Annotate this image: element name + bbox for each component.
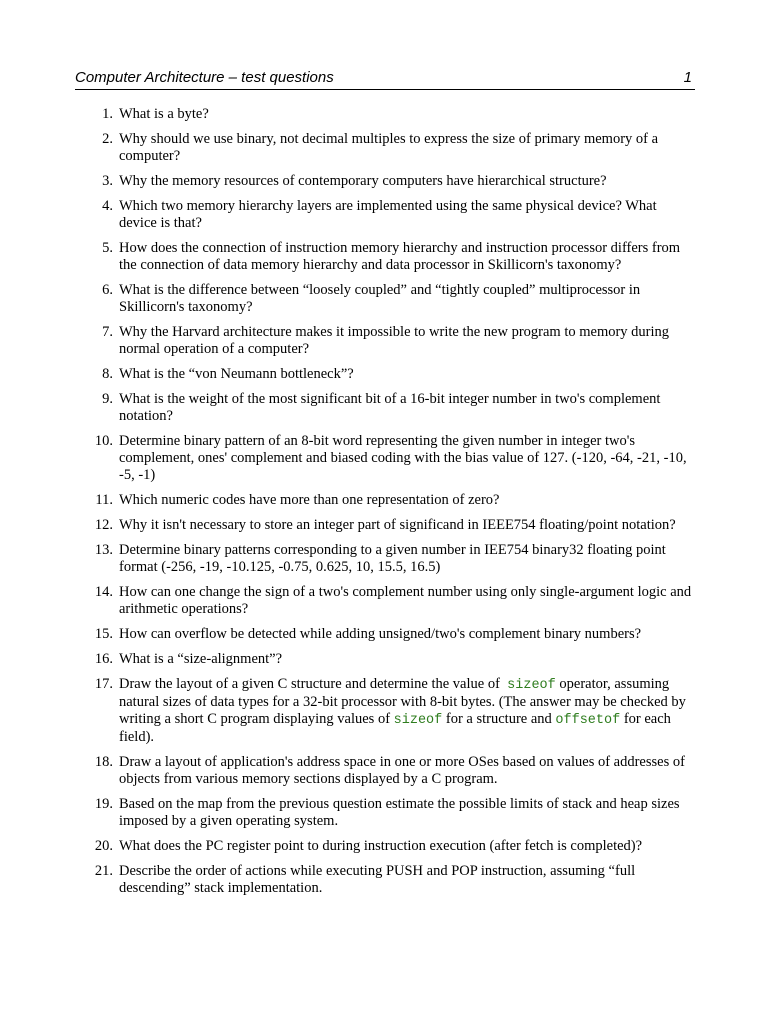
question-text: Determine binary patterns corresponding to a given number in IEE754 binary32 floating point format (-256, -19, -10.125, -0.75, 0.625, 10, 15.5, 16.5) (119, 542, 666, 575)
question-text: What does the PC register point to during instruction execution (after fetch is completed)? (119, 838, 643, 854)
question-item (75, 676, 697, 746)
code-keyword: sizeof (507, 678, 556, 693)
question-item (75, 863, 697, 897)
question-item (75, 542, 697, 576)
question-text: What is a byte? (119, 106, 209, 122)
question-number: 6. (102, 282, 113, 298)
question-item (75, 366, 697, 383)
page-number: 1 (683, 69, 692, 86)
code-keyword: sizeof (393, 713, 443, 728)
question-number: 7. (102, 324, 113, 340)
question-number: 9. (102, 391, 113, 407)
question-item (75, 198, 697, 232)
question-number: 12. (94, 517, 113, 533)
question-item (75, 106, 697, 123)
question-text-segment: for a structure and (442, 711, 556, 727)
question-number: 2. (102, 131, 113, 147)
question-number: 3. (102, 173, 113, 189)
question-number: 4. (102, 198, 113, 214)
question-item (75, 391, 697, 425)
question-text: What is a “size-alignment”? (119, 651, 283, 667)
question-item (75, 838, 697, 855)
question-number: 13. (94, 542, 113, 558)
question-item (75, 492, 697, 509)
question-text: Why it isn't necessary to store an integer part of significand in IEEE754 floating/point notation? (119, 517, 676, 533)
question-number: 19. (94, 796, 113, 812)
question-text: How can one change the sign of a two's complement number using only single-argument logic and arithmetic operations? (119, 584, 692, 617)
question-text: Which numeric codes have more than one representation of zero? (119, 492, 500, 508)
question-item (75, 433, 697, 484)
code-keyword: offsetof (555, 713, 621, 728)
question-number: 18. (94, 754, 113, 770)
question-item (75, 517, 697, 534)
question-number: 1. (102, 106, 113, 122)
question-number: 10. (94, 433, 113, 449)
question-text: Why the Harvard architecture makes it impossible to write the new program to memory during normal operation of a computer? (119, 324, 670, 357)
question-item (75, 324, 697, 358)
question-item (75, 131, 697, 165)
question-number: 17. (94, 676, 113, 692)
question-text-segment: for each field). (119, 711, 675, 745)
question-text: How does the connection of instruction memory hierarchy and instruction processor differs from the connection of data memory hierarchy and data processor in Skillicorn's taxonomy? (119, 240, 681, 273)
question-text: Why should we use binary, not decimal multiples to express the size of primary memory of a computer? (119, 131, 659, 164)
question-text: What is the weight of the most significant bit of a 16-bit integer number in two's complement notation? (119, 391, 661, 424)
question-text-segment: Draw the layout of a given C structure and determine the value of (119, 676, 508, 692)
question-item (75, 240, 697, 274)
question-number: 8. (102, 366, 113, 382)
question-item (75, 651, 697, 668)
question-text: What is the difference between “loosely coupled” and “tightly coupled” multiprocessor in Skillicorn's taxonomy? (119, 282, 641, 315)
question-item (75, 584, 697, 618)
question-text: Which two memory hierarchy layers are implemented using the same physical device? What device is that? (119, 198, 657, 231)
question-item (75, 282, 697, 316)
question-number: 11. (95, 492, 113, 508)
question-list (75, 106, 697, 905)
question-number: 16. (94, 651, 113, 667)
header-title: Computer Architecture – test questions (75, 69, 334, 86)
question-item (75, 173, 697, 190)
question-text: Describe the order of actions while executing PUSH and POP instruction, assuming “full descending” stack implementation. (119, 863, 636, 896)
question-item (75, 754, 697, 788)
question-text (119, 676, 690, 745)
question-text: Why the memory resources of contemporary computers have hierarchical structure? (119, 173, 607, 189)
question-number: 21. (94, 863, 113, 879)
question-text: What is the “von Neumann bottleneck”? (119, 366, 354, 382)
question-number: 5. (102, 240, 113, 256)
question-text: Determine binary pattern of an 8-bit word representing the given number in integer two's complement, ones' complement and biased coding with the bias value of 127. (-120, -64, -21, -10, -5, -1) (119, 433, 687, 483)
question-text-segment: operator, assuming natural sizes of data types for a 32-bit processor with 8-bit bytes. (The answer may be checked by writing a short C program displaying values of (119, 676, 690, 727)
question-number: 15. (94, 626, 113, 642)
question-text: How can overflow be detected while adding unsigned/two's complement binary numbers? (119, 626, 642, 642)
question-item (75, 796, 697, 830)
question-text: Based on the map from the previous question estimate the possible limits of stack and heap sizes imposed by a given operating system. (119, 796, 680, 829)
question-number: 20. (94, 838, 113, 854)
question-text: Draw a layout of application's address space in one or more OSes based on values of addresses of objects from various memory sections displayed by a C program. (119, 754, 685, 787)
question-number: 14. (94, 584, 113, 600)
page-header (75, 69, 695, 90)
question-item (75, 626, 697, 643)
